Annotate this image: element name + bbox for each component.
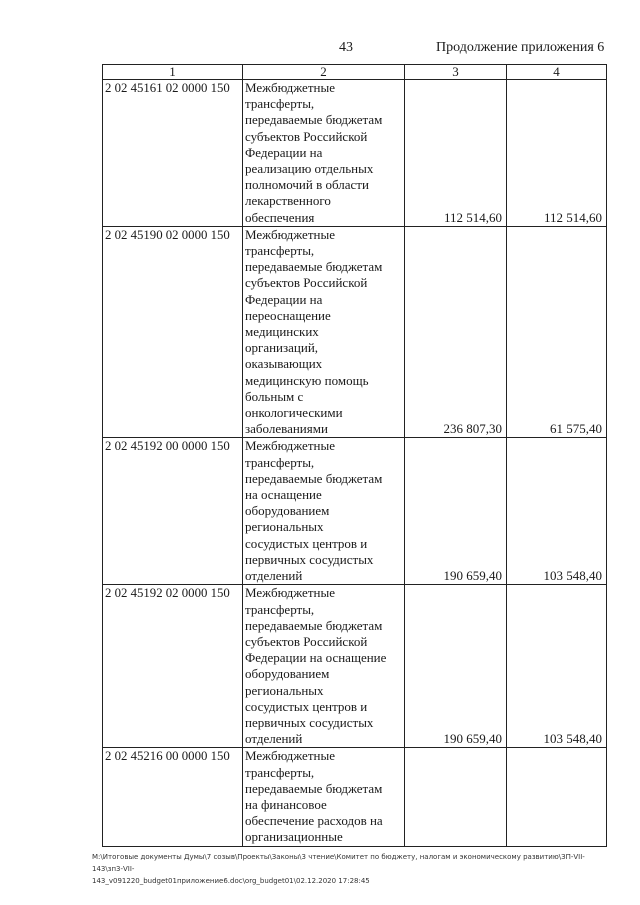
description-line: Межбюджетные: [245, 585, 335, 601]
amount-column-4: 103 548,40: [507, 585, 607, 748]
description-line: первичных сосудистых: [245, 714, 374, 730]
description-line: сосудистых центров и: [245, 698, 368, 714]
description-line: организационные: [245, 829, 343, 845]
description-line: региональных: [245, 682, 324, 698]
description-line: сосудистых центров и: [245, 535, 368, 551]
amount-column-4: 112 514,60: [507, 80, 607, 227]
description-line: трансферты,: [245, 243, 315, 259]
item-description: [243, 80, 405, 227]
amount-column-3: [405, 748, 507, 846]
description-line: трансферты,: [245, 96, 315, 112]
description-line: субъектов Российской: [245, 128, 368, 144]
item-description: [243, 438, 405, 585]
description-line: передаваемые бюджетам: [245, 617, 383, 633]
description-line: Федерации на оснащение: [245, 650, 387, 666]
classification-code: 2 02 45216 00 0000 150: [103, 748, 243, 846]
amount-column-4: 103 548,40: [507, 438, 607, 585]
description-line: передаваемые бюджетам: [245, 470, 383, 486]
page-number: 43: [339, 40, 353, 55]
column-header-3: 3: [405, 65, 507, 80]
classification-code: 2 02 45190 02 0000 150: [103, 226, 243, 438]
classification-code: 2 02 45161 02 0000 150: [103, 80, 243, 227]
description-line: полномочий в области: [245, 177, 369, 193]
description-line: передаваемые бюджетам: [245, 259, 383, 275]
table-header-row: [103, 65, 607, 80]
description-line: онкологическими: [245, 405, 343, 421]
continuation-label: Продолжение приложения 6: [436, 40, 605, 55]
description-line: лекарственного: [245, 193, 331, 209]
description-line: Федерации на: [245, 144, 323, 160]
table-row: [103, 80, 607, 227]
item-description: [243, 585, 405, 748]
description-line: передаваемые бюджетам: [245, 780, 383, 796]
description-line: больным с: [245, 388, 304, 404]
document-footer: [92, 851, 612, 887]
description-line: Межбюджетные: [245, 226, 335, 242]
footer-path-line-2: 143_v091220_budget01приложение6.doc\org_budget01\02.12.2020 17:28:45: [92, 877, 370, 885]
table-row: [103, 748, 607, 846]
column-header-4: 4: [507, 65, 607, 80]
description-line: отделений: [245, 568, 303, 584]
classification-code: 2 02 45192 00 0000 150: [103, 438, 243, 585]
description-line: реализацию отдельных: [245, 161, 374, 177]
description-line: обеспечения: [245, 209, 315, 225]
description-line: заболеваниями: [245, 421, 328, 437]
description-line: на оснащение: [245, 487, 322, 503]
description-line: Федерации на: [245, 291, 323, 307]
description-line: трансферты,: [245, 601, 315, 617]
column-header-2: 2: [243, 65, 405, 80]
description-line: медицинских: [245, 324, 319, 340]
description-line: организаций,: [245, 340, 319, 356]
description-line: трансферты,: [245, 454, 315, 470]
table-row: [103, 438, 607, 585]
description-line: субъектов Российской: [245, 275, 368, 291]
amount-column-4: [507, 748, 607, 846]
description-line: оборудованием: [245, 666, 330, 682]
amount-column-4: 61 575,40: [507, 226, 607, 438]
description-line: Межбюджетные: [245, 80, 335, 95]
description-line: первичных сосудистых: [245, 551, 374, 567]
description-line: переоснащение: [245, 307, 331, 323]
description-line: на финансовое: [245, 796, 327, 812]
description-line: Межбюджетные: [245, 438, 335, 454]
description-line: региональных: [245, 519, 324, 535]
description-line: оборудованием: [245, 503, 330, 519]
table-row: [103, 226, 607, 438]
amount-column-3: 190 659,40: [405, 585, 507, 748]
description-line: субъектов Российской: [245, 633, 368, 649]
description-line: оказывающих: [245, 356, 323, 372]
description-line: обеспечение расходов на: [245, 813, 383, 829]
budget-table: [102, 64, 607, 847]
amount-column-3: 236 807,30: [405, 226, 507, 438]
description-line: Межбюджетные: [245, 748, 335, 764]
table-row: [103, 585, 607, 748]
amount-column-3: 190 659,40: [405, 438, 507, 585]
description-line: трансферты,: [245, 764, 315, 780]
footer-path-line-1: M:\Итоговые документы Думы\7 созыв\Проекты\Законы\3 чтение\Комитет по бюджету, налогам и экономическому развитию\ЗП-VII-143\зп3-VII-: [92, 853, 585, 873]
description-line: передаваемые бюджетам: [245, 112, 383, 128]
classification-code: 2 02 45192 02 0000 150: [103, 585, 243, 748]
amount-column-3: 112 514,60: [405, 80, 507, 227]
item-description: [243, 748, 405, 846]
item-description: [243, 226, 405, 438]
column-header-1: 1: [103, 65, 243, 80]
description-line: медицинскую помощь: [245, 372, 369, 388]
description-line: отделений: [245, 731, 303, 747]
